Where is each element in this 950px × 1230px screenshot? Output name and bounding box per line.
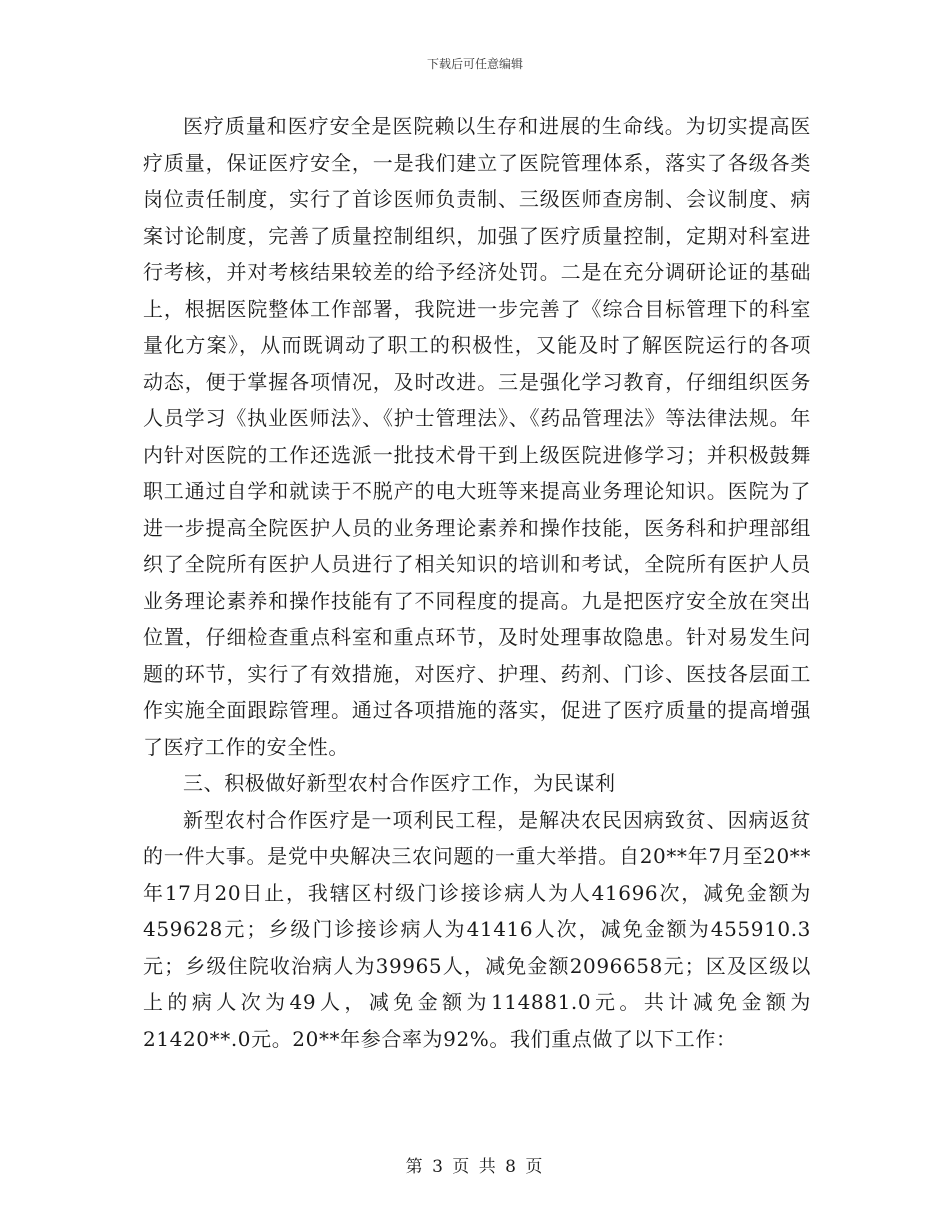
paragraph-rural-cooperative: 新型农村合作医疗是一项利民工程，是解决农民因病致贫、因病返贫的一件大事。是党中央解决三农问题的一重大举措。自20**年7月至20**年17月20日止，我辖区村级门诊接诊病人为人41696次，减免金额为459628元；乡级门诊接诊病人为41416人次，减免金额为455910.3元；乡级住院收治病人为39965人，减免金额2096658元；区及区级以上的病人次为49人，减免金额为114881.0元。共计减免金额为21420**.0元。20**年参合率为92%。我们重点做了以下工作： xyxy=(143,807,811,1051)
page-number: 第 3 页 共 8 页 xyxy=(405,1157,545,1177)
header-note: 下载后可任意编辑 xyxy=(426,57,523,71)
document-body xyxy=(143,108,811,1057)
paragraph-medical-quality: 医疗质量和医疗安全是医院赖以生存和进展的生命线。为切实提高医疗质量，保证医疗安全，一是我们建立了医院管理体系，落实了各级各类岗位责任制度，实行了首诊医师负责制、三级医师查房制、会议制度、病案讨论制度，完善了质量控制组织，加强了医疗质量控制，定期对科室进行考核，并对考核结果较差的给予经济处罚。二是在充分调研论证的基础上，根据医院整体工作部署，我院进一步完善了《综合目标管理下的科室量化方案》，从而既调动了职工的积极性，又能及时了解医院运行的各项动态，便于掌握各项情况，及时改进。三是强化学习教育，仔细组织医务人员学习《执业医师法》、《护士管理法》、《药品管理法》等法律法规。年内针对医院的工作还选派一批技术骨干到上级医院进修学习；并积极鼓舞职工通过自学和就读于不脱产的电大班等来提高业务理论知识。医院为了进一步提高全院医护人员的业务理论素养和操作技能，医务科和护理部组织了全院所有医护人员进行了相关知识的培训和考试，全院所有医护人员业务理论素养和操作技能有了不同程度的提高。九是把医疗安全放在突出位置，仔细检查重点科室和重点环节，及时处理事故隐患。针对易发生问题的环节，实行了有效措施，对医疗、护理、药剂、门诊、医技各层面工作实施全面跟踪管理。通过各项措施的落实，促进了医疗质量的提高增强了医疗工作的安全性。 xyxy=(143,114,811,759)
section-heading-rural-cooperative: 三、积极做好新型农村合作医疗工作，为民谋利 xyxy=(183,771,616,795)
